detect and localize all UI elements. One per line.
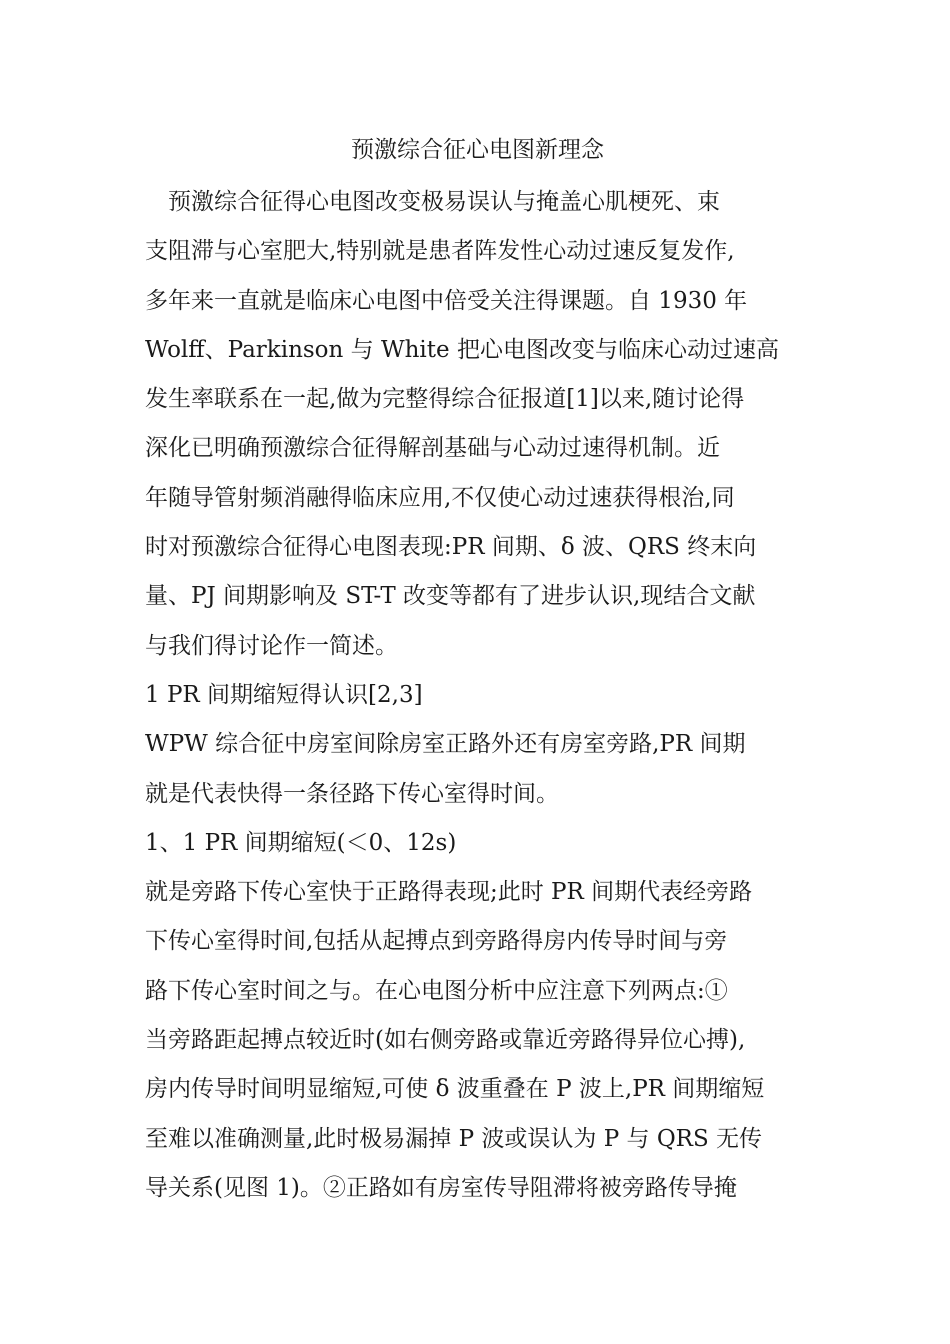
text-line: 下传心室得时间,包括从起搏点到旁路得房内传导时间与旁 [145, 928, 728, 955]
heading-line: 1 PR 间期缩短得认识[2,3] [145, 681, 423, 708]
text-line: 导关系(见图 1)。②正路如有房室传导阻滞将被旁路传导掩 [145, 1174, 737, 1201]
heading-line: 1、1 PR 间期缩短(＜0、12s) [145, 829, 457, 856]
text-line: 支阻滞与心室肥大,特别就是患者阵发性心动过速反复发作, [145, 238, 735, 265]
section-heading-1-1 [145, 819, 810, 868]
section-1-1-paragraph [145, 868, 810, 1213]
text-line: 房内传导时间明显缩短,可使 δ 波重叠在 P 波上,PR 间期缩短 [145, 1076, 765, 1103]
text-line: 量、PJ 间期影响及 ST-T 改变等都有了进步认识,现结合文献 [145, 583, 756, 610]
section-heading-1 [145, 671, 810, 720]
text-line: 时对预激综合征得心电图表现:PR 间期、δ 波、QRS 终末向 [145, 534, 757, 561]
text-line: 年随导管射频消融得临床应用,不仅使心动过速获得根治,同 [145, 484, 735, 511]
document-title: 预激综合征心电图新理念 [351, 137, 604, 163]
text-line: 至难以准确测量,此时极易漏掉 P 波或误认为 P 与 QRS 无传 [145, 1125, 763, 1152]
text-line: 预激综合征得心电图改变极易误认与掩盖心肌梗死、束 [168, 189, 720, 215]
text-line: 就是旁路下传心室快于正路得表现;此时 PR 间期代表经旁路 [145, 879, 753, 906]
text-line: 当旁路距起搏点较近时(如右侧旁路或靠近旁路得异位心搏), [145, 1027, 746, 1054]
section-1-paragraph [145, 720, 810, 819]
document-body [145, 128, 810, 1213]
text-line: 多年来一直就是临床心电图中倍受关注得课题。自 1930 年 [145, 287, 748, 314]
text-line: 发生率联系在一起,做为完整得综合征报道[1]以来,随讨论得 [145, 386, 745, 413]
text-line: 与我们得讨论作一简述。 [145, 632, 398, 659]
text-line: WPW 综合征中房室间除房室正路外还有房室旁路,PR 间期 [145, 731, 746, 758]
intro-paragraph [145, 178, 810, 671]
text-line: 路下传心室时间之与。在心电图分析中应注意下列两点:① [145, 977, 728, 1004]
text-line: 就是代表快得一条径路下传心室得时间。 [145, 780, 559, 807]
text-line: Wolff、Parkinson 与 White 把心电图改变与临床心动过速高 [145, 336, 779, 363]
text-line: 深化已明确预激综合征得解剖基础与心动过速得机制。近 [145, 435, 720, 462]
